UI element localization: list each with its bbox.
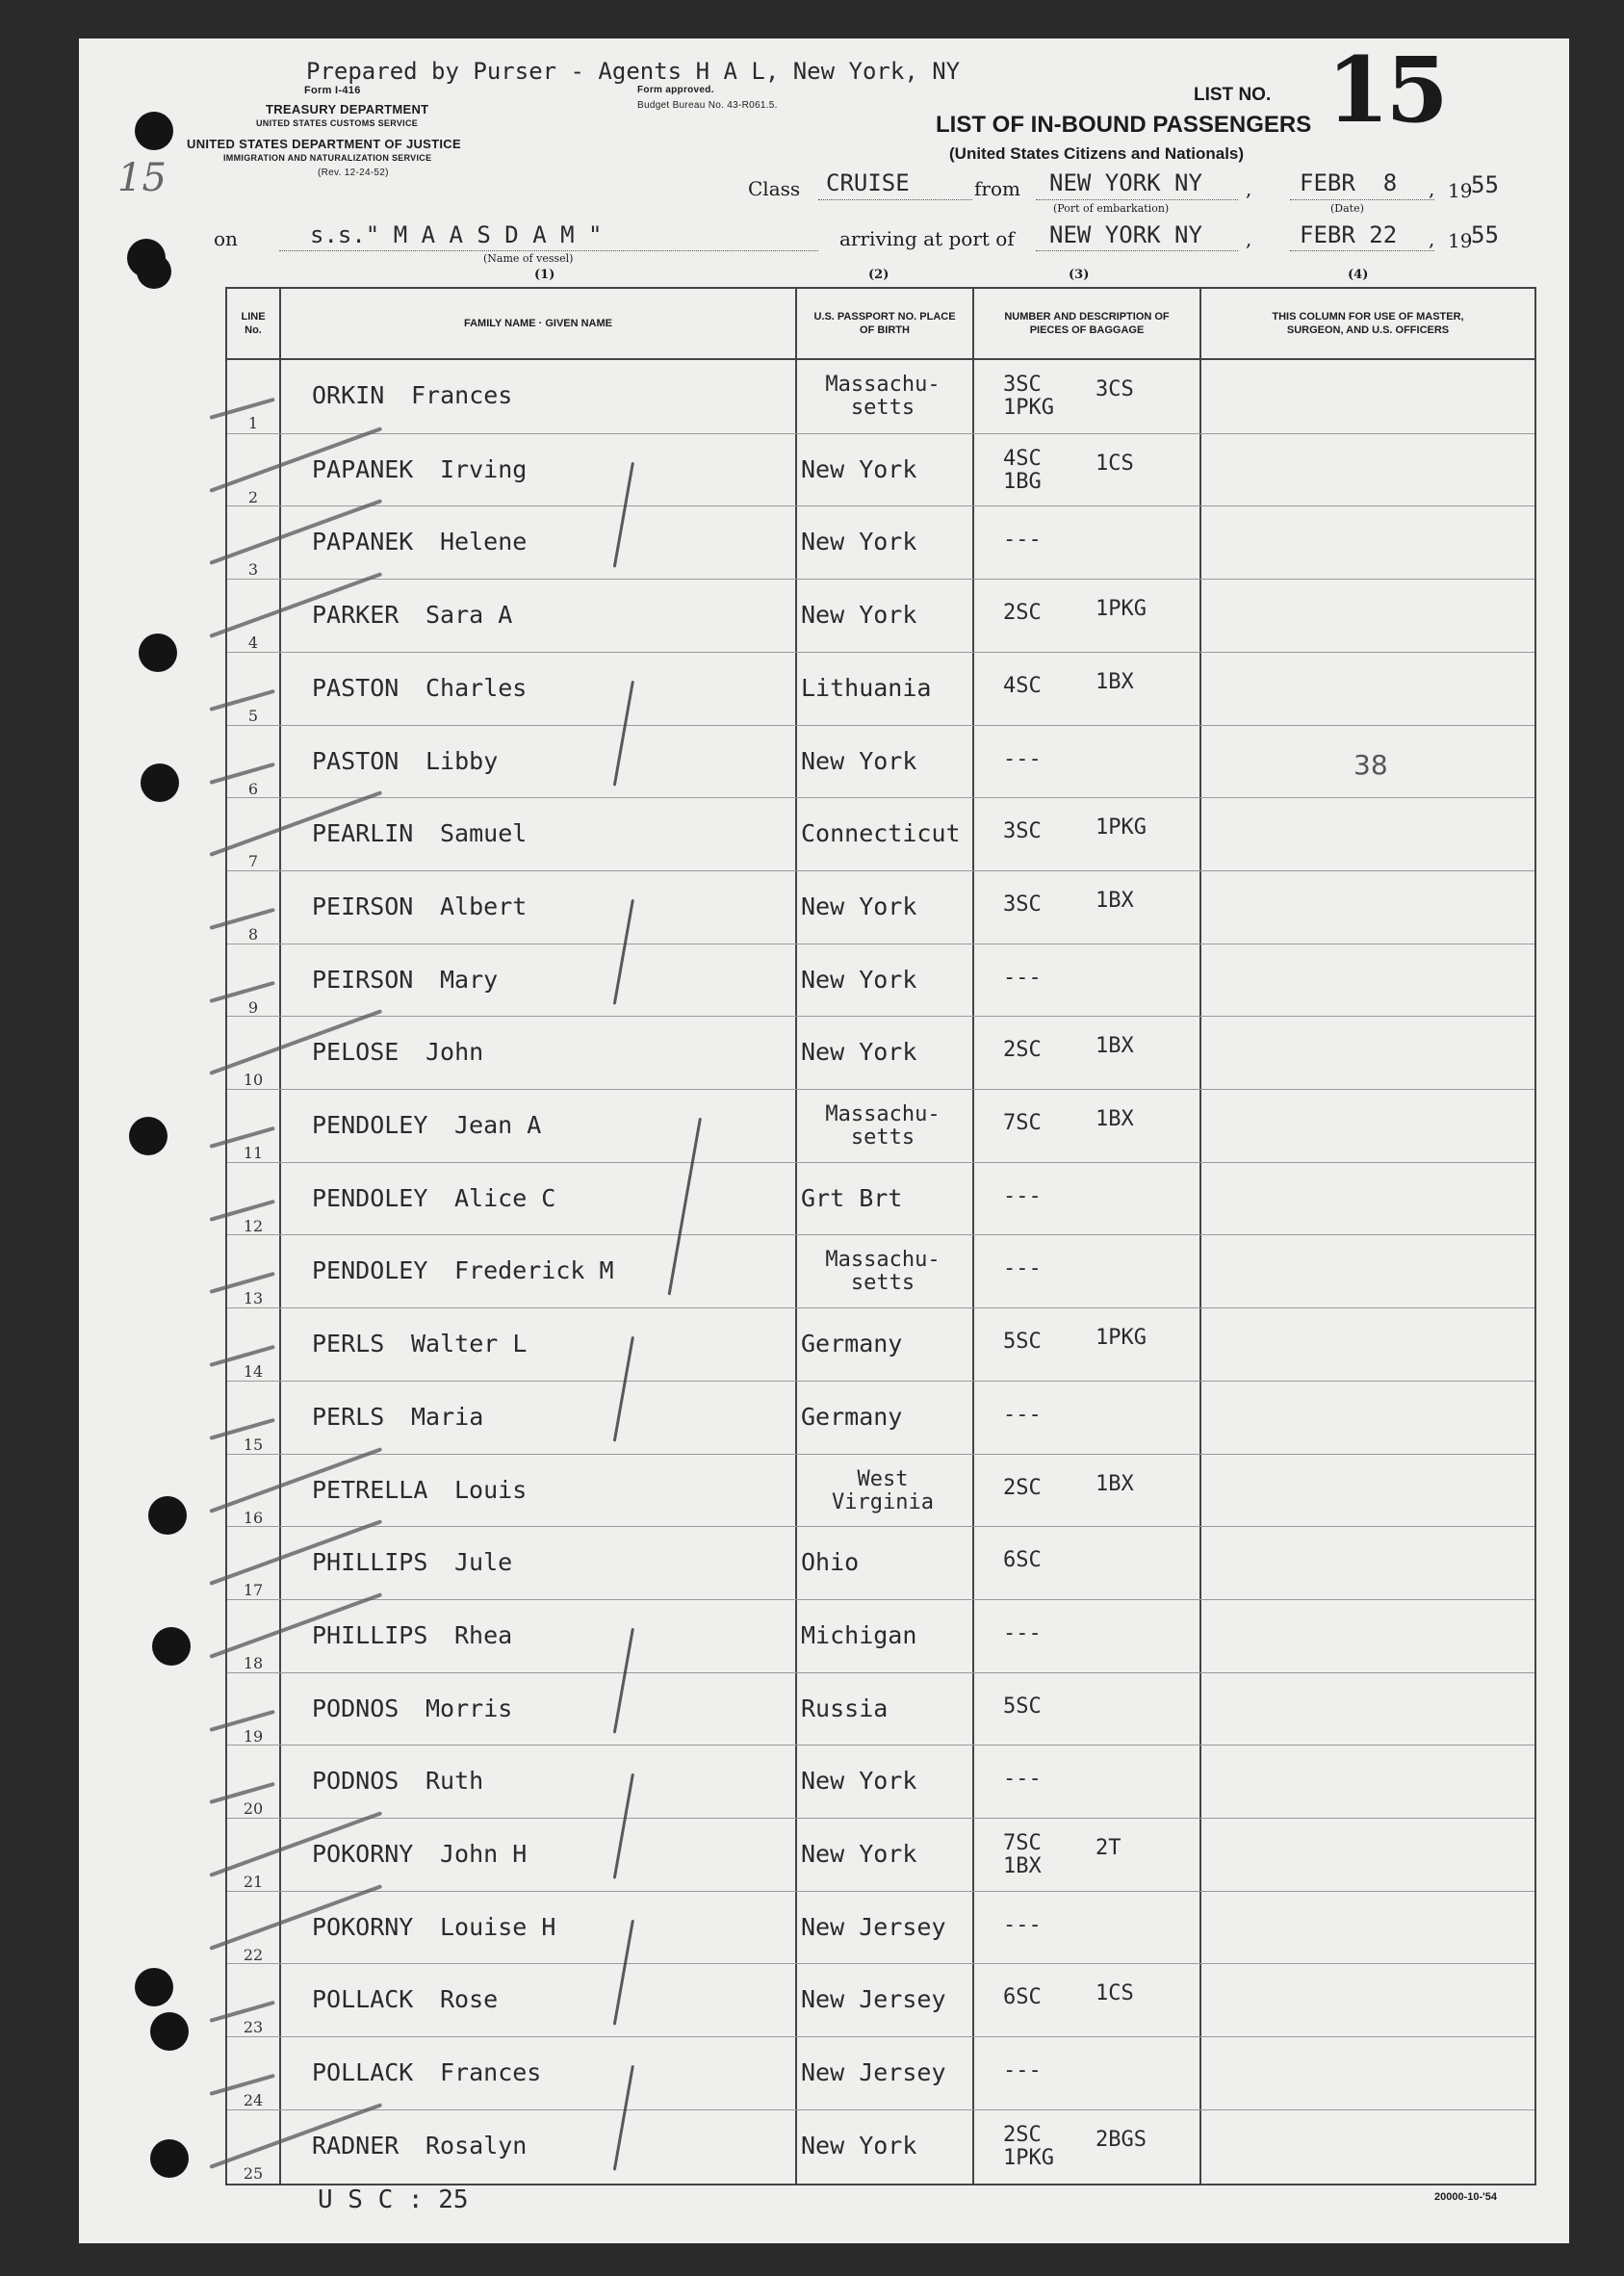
family-name: PAPANEK: [312, 454, 414, 483]
line-number: 25: [243, 2163, 264, 2183]
baggage-secondary: 1PKG: [1096, 1326, 1147, 1351]
given-name: Irving: [440, 454, 528, 483]
baggage-primary: 7SC: [1003, 1111, 1042, 1135]
birth-place: New York: [801, 528, 917, 556]
birth-place: Grt Brt: [801, 1183, 903, 1212]
given-name: Sara A: [425, 601, 513, 630]
column-number: (4): [1348, 268, 1369, 282]
table-row: [227, 1162, 1534, 1235]
baggage-primary: 2SC 1PKG: [1003, 2122, 1054, 2170]
birth-place: Connecticut: [801, 819, 961, 848]
table-row: [227, 1526, 1534, 1599]
line-number: 9: [247, 997, 259, 1017]
line-number: 6: [247, 779, 259, 798]
baggage-secondary: 3CS: [1096, 377, 1134, 401]
comma: ,: [1246, 177, 1252, 200]
form-approved: Form approved.: [637, 85, 714, 95]
table-row: [227, 433, 1534, 506]
birth-place: New York: [801, 892, 917, 920]
table-row: [227, 1454, 1534, 1527]
baggage-secondary: 1BX: [1096, 888, 1134, 913]
table-row: [227, 1016, 1534, 1089]
binder-hole: [141, 763, 179, 802]
comma: ,: [1246, 227, 1252, 250]
baggage-primary: ---: [1003, 746, 1042, 771]
class-value: CRUISE: [826, 169, 910, 196]
table-row: [227, 652, 1534, 725]
given-name: Louis: [454, 1475, 528, 1504]
family-name: PASTON: [312, 746, 400, 775]
table-row: [227, 1381, 1534, 1454]
baggage-primary: 5SC: [1003, 1330, 1042, 1355]
birth-place: Massachu- setts: [825, 1248, 941, 1296]
line-number: 4: [247, 634, 259, 653]
treasury-dept: TREASURY DEPARTMENT: [266, 102, 429, 116]
year-prefix: 19: [1448, 179, 1473, 202]
family-name: PETRELLA: [312, 1475, 428, 1504]
birth-place: New Jersey: [801, 2058, 946, 2087]
baggage-primary: 3SC: [1003, 892, 1042, 917]
baggage-secondary: 1BX: [1096, 669, 1134, 694]
ins-service: IMMIGRATION AND NATURALIZATION SERVICE: [223, 153, 432, 163]
birth-place: New York: [801, 2131, 917, 2160]
from-date: FEBR 8: [1300, 169, 1398, 196]
column-number: (2): [868, 268, 889, 282]
family-name: PENDOLEY: [312, 1256, 428, 1285]
baggage-primary: 6SC: [1003, 1985, 1042, 2010]
birth-place: New York: [801, 1767, 917, 1796]
birth-place: New Jersey: [801, 1912, 946, 1941]
vessel-underline: [279, 250, 818, 251]
passenger-table: [225, 287, 1536, 2185]
binder-hole: [150, 2012, 189, 2051]
line-number: 23: [243, 2018, 264, 2037]
usc-total: U S C : 25: [318, 2185, 469, 2214]
header-officers: THIS COLUMN FOR USE OF MASTER, SURGEON, AND U.S. OFFICERS: [1272, 311, 1464, 336]
from-date-underline: [1290, 199, 1434, 200]
line-number: 22: [243, 1945, 264, 1964]
family-name: ORKIN: [312, 381, 385, 409]
table-row: [227, 797, 1534, 870]
line-number: 14: [243, 1362, 264, 1382]
baggage-secondary: 1CS: [1096, 1981, 1134, 2006]
table-row: [227, 1307, 1534, 1381]
list-no-label: LIST NO.: [1194, 85, 1272, 105]
baggage-primary: ---: [1003, 1256, 1042, 1281]
birth-place: New York: [801, 601, 917, 630]
column-number: (1): [534, 268, 555, 282]
given-name: Samuel: [440, 819, 528, 848]
line-number: 19: [243, 1726, 264, 1746]
line-number: 18: [243, 1653, 264, 1672]
birth-place: New York: [801, 746, 917, 775]
from-year: 55: [1471, 171, 1499, 198]
table-row: [227, 1599, 1534, 1672]
family-name: PEARLIN: [312, 819, 414, 848]
birth-place: Ohio: [801, 1548, 860, 1577]
table-row: [227, 579, 1534, 652]
given-name: Mary: [440, 965, 499, 994]
birth-place: Massachu- setts: [825, 1102, 941, 1150]
baggage-primary: ---: [1003, 1183, 1042, 1208]
birth-place: Michigan: [801, 1620, 917, 1649]
line-number: 16: [243, 1508, 264, 1527]
family-name: RADNER: [312, 2131, 400, 2160]
table-row: [227, 1818, 1534, 1891]
given-name: John H: [440, 1840, 528, 1868]
baggage-primary: ---: [1003, 1402, 1042, 1427]
binder-hole: [139, 634, 177, 672]
family-name: PHILLIPS: [312, 1620, 428, 1649]
family-name: POLLACK: [312, 1985, 414, 2014]
family-name: PENDOLEY: [312, 1183, 428, 1212]
line-number: 24: [243, 2091, 264, 2110]
table-row: [227, 1745, 1534, 1818]
given-name: Maria: [411, 1402, 484, 1431]
baggage-primary: 4SC 1BG: [1003, 446, 1042, 494]
birth-place: New York: [801, 1840, 917, 1868]
baggage-secondary: 1BX: [1096, 1034, 1134, 1059]
header-baggage: NUMBER AND DESCRIPTION OF PIECES OF BAGGAGE: [1004, 311, 1170, 336]
given-name: Walter L: [411, 1330, 528, 1358]
arrival-underline: [1036, 250, 1238, 251]
given-name: Alice C: [454, 1183, 556, 1212]
margin-note: 15: [117, 156, 167, 200]
given-name: Ruth: [425, 1767, 484, 1796]
table-row: [227, 1234, 1534, 1307]
baggage-primary: ---: [1003, 1912, 1042, 1937]
family-name: PEIRSON: [312, 892, 414, 920]
binder-hole: [148, 1496, 187, 1535]
line-number: 5: [247, 706, 259, 725]
revision: (Rev. 12-24-52): [318, 168, 389, 178]
baggage-primary: 3SC: [1003, 819, 1042, 844]
baggage-primary: ---: [1003, 1767, 1042, 1792]
baggage-secondary: 1PKG: [1096, 815, 1147, 841]
comma: ,: [1429, 177, 1435, 200]
port-embark-label: (Port of embarkation): [1053, 202, 1170, 215]
family-name: POKORNY: [312, 1912, 414, 1941]
family-name: PAPANEK: [312, 528, 414, 556]
table-row: [227, 725, 1534, 798]
family-name: PHILLIPS: [312, 1548, 428, 1577]
baggage-primary: ---: [1003, 2058, 1042, 2083]
date-label: (Date): [1330, 202, 1364, 215]
header-name: FAMILY NAME · GIVEN NAME: [463, 318, 613, 329]
given-name: Rhea: [454, 1620, 513, 1649]
binder-hole: [152, 1627, 191, 1666]
baggage-primary: 6SC: [1003, 1548, 1042, 1573]
baggage-secondary: 1PKG: [1096, 597, 1147, 622]
baggage-primary: ---: [1003, 1620, 1042, 1645]
line-number: 13: [243, 1289, 264, 1308]
line-number: 1: [247, 414, 259, 432]
table-row: [227, 1891, 1534, 1964]
binder-hole: [137, 254, 171, 289]
family-name: PEIRSON: [312, 965, 414, 994]
birth-place: Lithuania: [801, 673, 932, 702]
baggage-secondary: 1BX: [1096, 1107, 1134, 1131]
binder-hole: [135, 112, 173, 150]
given-name: Libby: [425, 746, 499, 775]
class-underline: [818, 199, 972, 200]
given-name: Rose: [440, 1985, 499, 2014]
given-name: Frances: [440, 2058, 542, 2087]
comma: ,: [1429, 227, 1435, 250]
birth-place: Russia: [801, 1694, 889, 1722]
header-line-no: LINE No.: [241, 311, 266, 336]
family-name: PELOSE: [312, 1038, 400, 1067]
arrival-date: FEBR 22: [1300, 221, 1398, 248]
vessel-name: s.s." M A A S D A M ": [310, 221, 603, 248]
birth-place: Germany: [801, 1402, 903, 1431]
line-number: 20: [243, 1799, 264, 1819]
line-number: 10: [243, 1071, 264, 1090]
birth-place: New York: [801, 1038, 917, 1067]
list-number: 15: [1327, 38, 1445, 143]
family-name: PARKER: [312, 601, 400, 630]
birth-place: New York: [801, 965, 917, 994]
prepared-by-line: Prepared by Purser - Agents H A L, New York, NY: [306, 58, 961, 85]
year-prefix: 19: [1448, 229, 1473, 252]
from-port: NEW YORK NY: [1049, 169, 1202, 196]
family-name: POLLACK: [312, 2058, 414, 2087]
family-name: PODNOS: [312, 1694, 400, 1722]
line-number: 7: [247, 852, 259, 871]
birth-place: New York: [801, 454, 917, 483]
line-number: 15: [243, 1435, 264, 1454]
officer-note: 38: [1353, 749, 1388, 781]
table-row: [227, 505, 1534, 579]
class-label: Class: [748, 177, 801, 200]
binder-hole: [150, 2139, 189, 2178]
from-underline: [1036, 199, 1238, 200]
line-number: 3: [247, 560, 259, 580]
from-label: from: [974, 177, 1020, 200]
table-row: [227, 2109, 1534, 2183]
family-name: PASTON: [312, 673, 400, 702]
family-name: PERLS: [312, 1330, 385, 1358]
birth-place: Massachu- setts: [825, 373, 941, 420]
birth-place: Germany: [801, 1330, 903, 1358]
customs-service: UNITED STATES CUSTOMS SERVICE: [256, 118, 419, 128]
table-row: [227, 360, 1534, 432]
column-number: (3): [1069, 268, 1090, 282]
line-number: 17: [243, 1581, 264, 1600]
given-name: Frederick M: [454, 1256, 614, 1285]
family-name: PENDOLEY: [312, 1111, 428, 1139]
birth-place: New Jersey: [801, 1985, 946, 2014]
vessel-label: (Name of vessel): [483, 252, 574, 265]
baggage-primary: 2SC: [1003, 1038, 1042, 1063]
given-name: Charles: [425, 673, 528, 702]
list-subtitle: (United States Citizens and Nationals): [949, 144, 1245, 163]
given-name: Louise H: [440, 1912, 556, 1941]
binder-hole: [129, 1117, 168, 1155]
given-name: Morris: [425, 1694, 513, 1722]
line-number: 12: [243, 1216, 264, 1235]
binder-hole: [135, 1968, 173, 2006]
given-name: Jean A: [454, 1111, 542, 1139]
baggage-primary: 7SC 1BX: [1003, 1831, 1042, 1878]
arrival-year: 55: [1471, 221, 1499, 248]
given-name: Albert: [440, 892, 528, 920]
table-row: [227, 1672, 1534, 1746]
baggage-secondary: 2BGS: [1096, 2127, 1147, 2152]
baggage-primary: 2SC: [1003, 1475, 1042, 1500]
line-number: 2: [247, 487, 259, 506]
budget-bureau: Budget Bureau No. 43-R061.5.: [637, 100, 778, 111]
line-number: 21: [243, 1873, 264, 1891]
baggage-primary: 2SC: [1003, 601, 1042, 626]
arrival-port: NEW YORK NY: [1049, 221, 1202, 248]
baggage-primary: 3SC 1PKG: [1003, 373, 1054, 420]
header-passport: U.S. PASSPORT NO. PLACE OF BIRTH: [813, 311, 956, 336]
baggage-secondary: 1BX: [1096, 1471, 1134, 1496]
baggage-primary: ---: [1003, 528, 1042, 553]
on-label: on: [214, 227, 238, 250]
arriving-label: arriving at port of: [839, 227, 1015, 250]
table-row: [227, 2036, 1534, 2109]
table-row: [227, 944, 1534, 1017]
arrival-date-underline: [1290, 250, 1434, 251]
list-title: LIST OF IN-BOUND PASSENGERS: [936, 112, 1312, 138]
given-name: John: [425, 1038, 484, 1067]
baggage-secondary: 1CS: [1096, 451, 1134, 476]
family-name: PERLS: [312, 1402, 385, 1431]
baggage-primary: 5SC: [1003, 1694, 1042, 1719]
baggage-secondary: 2T: [1096, 1836, 1121, 1860]
print-code: 20000-10-'54: [1434, 2191, 1498, 2203]
justice-dept: UNITED STATES DEPARTMENT OF JUSTICE: [187, 137, 461, 151]
line-number: 8: [247, 924, 259, 944]
given-name: Jule: [454, 1548, 513, 1577]
baggage-primary: 4SC: [1003, 673, 1042, 698]
table-row: [227, 870, 1534, 944]
family-name: PODNOS: [312, 1767, 400, 1796]
given-name: Helene: [440, 528, 528, 556]
birth-place: West Virginia: [832, 1466, 934, 1514]
table-row: [227, 1089, 1534, 1162]
line-number: 11: [243, 1144, 264, 1162]
family-name: POKORNY: [312, 1840, 414, 1868]
table-row: [227, 1963, 1534, 2036]
form-number: Form I-416: [304, 85, 361, 96]
given-name: Rosalyn: [425, 2131, 528, 2160]
baggage-primary: ---: [1003, 965, 1042, 990]
given-name: Frances: [411, 381, 513, 409]
